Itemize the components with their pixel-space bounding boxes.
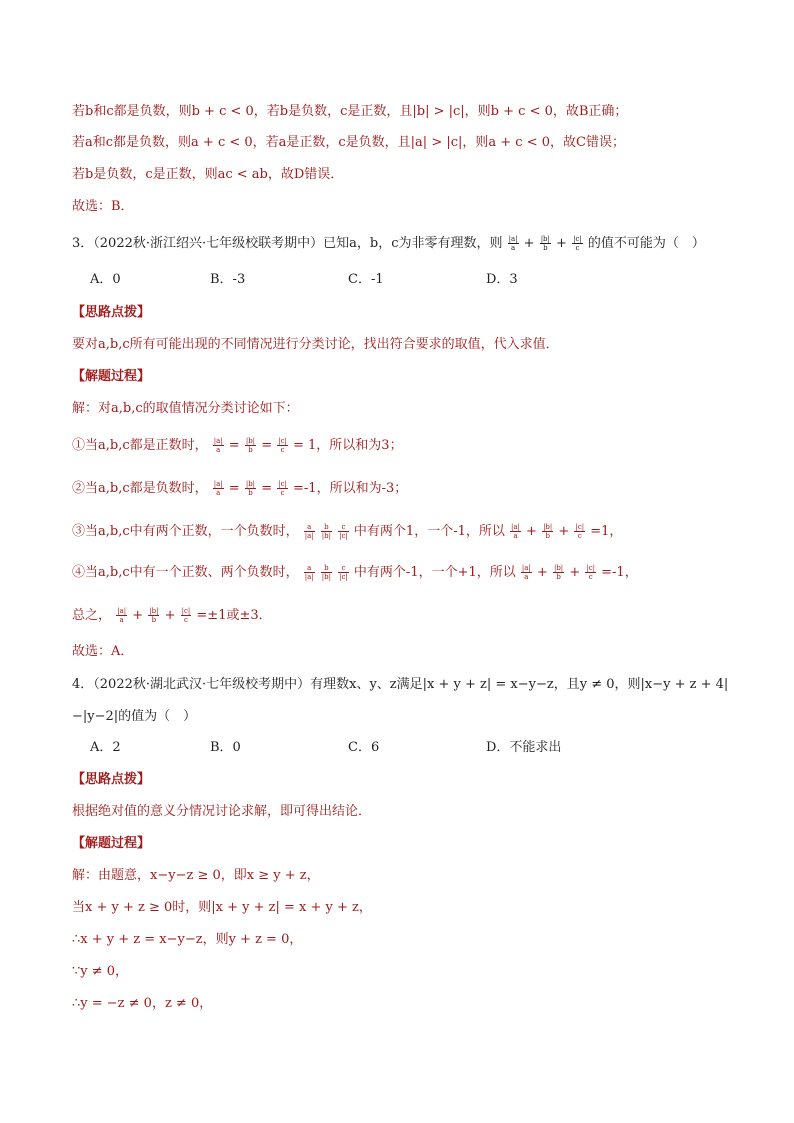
hint-text-q3: 要对a,b,c所有可能出现的不同情况进行分类讨论，找出符合要求的取值，代入求值． xyxy=(72,337,559,352)
question-3-text: 3．（2022秋·浙江绍兴·七年级校联考期中）已知a，b，c为非零有理数，则 xyxy=(72,236,503,251)
hint-heading-q4: 【思路点拨】 xyxy=(72,772,151,787)
q3-option-b[interactable]: B．-3 xyxy=(210,272,246,287)
q4-option-c[interactable]: C．6 xyxy=(348,740,380,755)
hint-heading-q3: 【思路点拨】 xyxy=(72,305,151,320)
process-line-2-q4: 当x + y + z ≥ 0时，则|x + y + z| = x + y + z， xyxy=(72,900,372,915)
answer-line-q2: 故选：B． xyxy=(72,199,134,214)
frac-abs-a-over-a: $\frac{|a|}{a}$ xyxy=(508,235,518,252)
question-4-line-2: −|y−2|的值为（ ） xyxy=(72,709,197,724)
summary-q3: 总之， $\frac{|a|}{a}$ + $\frac{|b|}{b}$ + $\frac{|c|}{c}$ =±1或±3． xyxy=(72,607,272,624)
case-2: ②当a,b,c都是负数时， $\frac{|a|}{a}$ = $\frac{|b|}{b}$ = $\frac{|c|}{c}$ =-1，所以和为-3； xyxy=(72,480,408,497)
process-line-4-q4: ∵y ≠ 0， xyxy=(72,964,129,979)
process-heading-q3: 【解题过程】 xyxy=(72,369,151,384)
case-3: ③当a,b,c中有两个正数，一个负数时， $\frac{a}{|a|}$ $\frac{b}{|b|}$ $\frac{c}{|c|}$ 中有两个1，一个-1，所以 $\frac{|a|}{a}$ + $\frac{|b|}{b}$ + $\frac{|c|}{c}$ =1， xyxy=(72,523,623,540)
question-3: 3．（2022秋·浙江绍兴·七年级校联考期中）已知a，b，c为非零有理数，则 $\frac{|a|}{a}$ + $\frac{|b|}{b}$ + $\frac{|c|}{c}$ 的值不可能为（ ） xyxy=(72,235,705,252)
q4-option-b[interactable]: B．0 xyxy=(210,740,241,755)
hint-text-q4: 根据绝对值的意义分情况讨论求解，即可得出结论． xyxy=(72,804,372,819)
solution-line-c: 若a和c都是负数，则a + c < 0，若a是正数，c是负数，且|a| > |c|，则a + c < 0，故C错误； xyxy=(72,135,625,150)
solution-line-d: 若b是负数，c是正数，则ac < ab，故D错误． xyxy=(72,167,344,182)
q4-option-a[interactable]: A．2 xyxy=(90,740,121,755)
q4-option-d[interactable]: D．不能求出 xyxy=(486,740,562,755)
frac-abs-b-over-b: $\frac{|b|}{b}$ xyxy=(540,235,550,252)
question-4-line-1: 4．（2022秋·湖北武汉·七年级校考期中）有理数x、y、z满足|x + y + z| = x−y−z，且y ≠ 0，则|x−y + z + 4| xyxy=(72,677,729,692)
answer-line-q3: 故选：A． xyxy=(72,644,134,659)
process-line-1-q4: 解：由题意，x−y−z ≥ 0，即x ≥ y + z， xyxy=(72,868,320,883)
process-line-5-q4: ∴y = −z ≠ 0，z ≠ 0， xyxy=(72,996,213,1011)
q3-option-a[interactable]: A．0 xyxy=(90,272,121,287)
case-4: ④当a,b,c中有一个正数、两个负数时， $\frac{a}{|a|}$ $\frac{b}{|b|}$ $\frac{c}{|c|}$ 中有两个-1，一个+1，所以 $\frac{|a|}{a}$ + $\frac{|b|}{b}$ + $\frac{|c|}{c}$ =-1， xyxy=(72,564,638,581)
solution-line-b: 若b和c都是负数，则b + c < 0，若b是负数，c是正数，且|b| > |c|，则b + c < 0，故B正确； xyxy=(72,104,628,119)
process-line-3-q4: ∴x + y + z = x−y−z，则y + z = 0， xyxy=(72,932,303,947)
q3-option-c[interactable]: C．-1 xyxy=(348,272,384,287)
frac-abs-c-over-c: $\frac{|c|}{c}$ xyxy=(573,235,582,252)
question-3-tail: 的值不可能为（ ） xyxy=(587,236,705,251)
process-heading-q4: 【解题过程】 xyxy=(72,836,151,851)
case-1: ①当a,b,c都是正数时， $\frac{|a|}{a}$ = $\frac{|b|}{b}$ = $\frac{|c|}{c}$ = 1，所以和为3； xyxy=(72,437,403,454)
process-intro-q3: 解：对a,b,c的取值情况分类讨论如下： xyxy=(72,401,299,416)
q3-option-d[interactable]: D．3 xyxy=(486,272,518,287)
